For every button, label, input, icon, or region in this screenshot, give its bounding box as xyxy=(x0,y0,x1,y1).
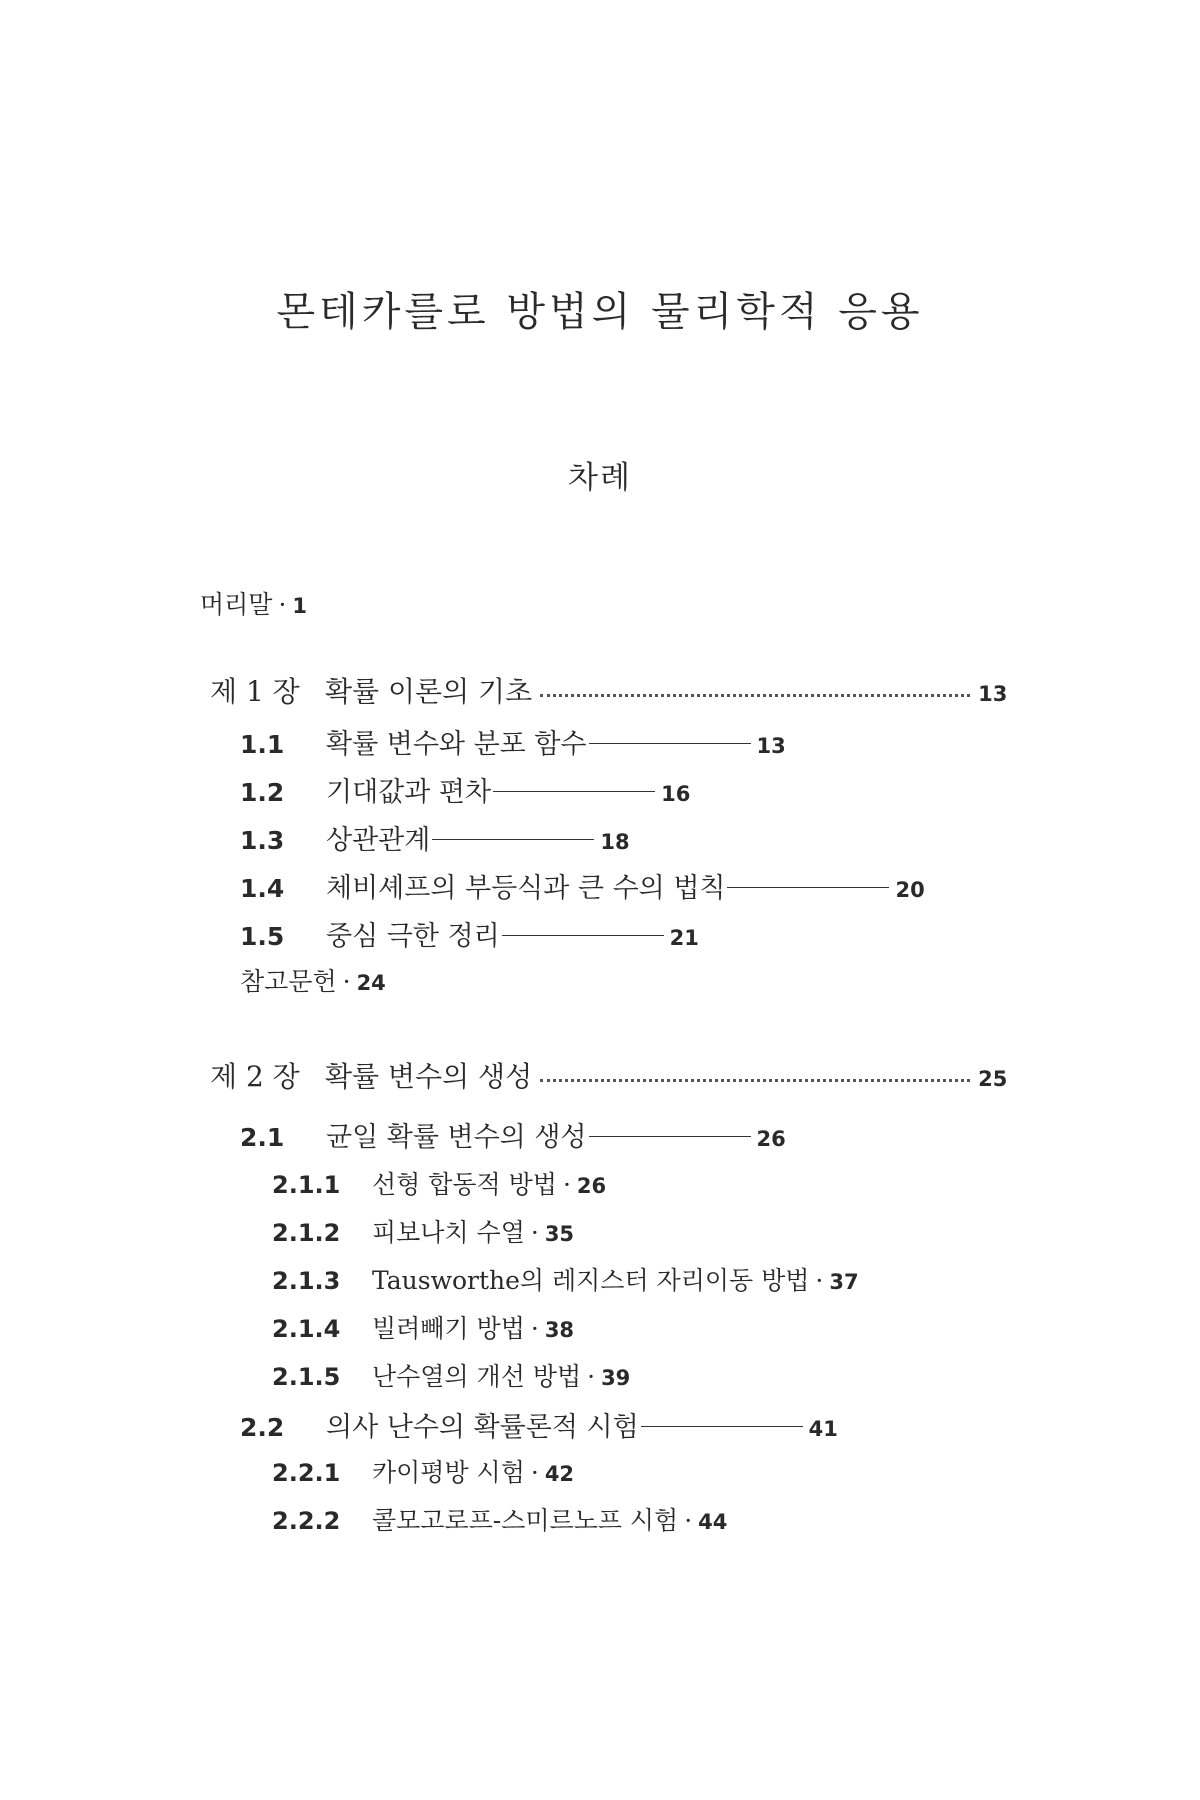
subsection-number: 2.2.1 xyxy=(272,1459,341,1487)
section-title: 균일 확률 변수의 생성 xyxy=(326,1122,587,1153)
dash-leader xyxy=(432,839,594,840)
subsection-number: 2.1.4 xyxy=(272,1315,341,1343)
toc-heading: 차례 xyxy=(568,460,632,496)
dash-leader xyxy=(727,887,889,888)
page-number: 24 xyxy=(356,971,386,995)
toc-section-1-5[interactable] xyxy=(240,914,699,953)
dot-leader xyxy=(540,694,970,697)
section-number: 1.1 xyxy=(240,730,285,759)
section-title: 중심 극한 정리 xyxy=(326,921,500,952)
toc-subsection-2-1-5[interactable] xyxy=(272,1357,630,1393)
bullet-separator: · xyxy=(684,1506,693,1535)
page-number: 39 xyxy=(601,1366,631,1390)
page-number: 26 xyxy=(756,1127,786,1151)
page-number: 21 xyxy=(669,926,699,950)
page-number: 35 xyxy=(544,1222,575,1246)
toc-subsection-2-1-4[interactable] xyxy=(272,1309,574,1345)
chapter-label: 제 1 장 xyxy=(210,675,300,708)
references-label: 참고문헌 xyxy=(240,967,337,996)
toc-section-2-1[interactable] xyxy=(240,1115,786,1154)
subsection-title: 빌려빼기 방법 xyxy=(372,1314,525,1343)
dash-leader xyxy=(502,935,664,936)
page-number: 16 xyxy=(661,782,691,806)
book-title: 몬테카를로 방법의 물리학적 응용 xyxy=(276,289,924,335)
section-number: 2.2 xyxy=(240,1413,285,1442)
toc-chapter-2[interactable] xyxy=(210,1055,1007,1095)
page-number: 44 xyxy=(698,1510,728,1534)
page-number: 18 xyxy=(600,830,630,854)
page-number: 41 xyxy=(808,1417,838,1441)
toc-entry-references-1[interactable] xyxy=(240,962,386,998)
bullet-separator: · xyxy=(530,1314,539,1343)
subsection-title: 난수열의 개선 방법 xyxy=(372,1362,582,1391)
toc-section-1-3[interactable] xyxy=(240,818,630,857)
toc-subsection-2-2-2[interactable] xyxy=(272,1501,727,1537)
bullet-separator: · xyxy=(278,590,287,619)
toc-section-2-2[interactable] xyxy=(240,1405,838,1444)
chapter-label: 제 2 장 xyxy=(210,1060,300,1093)
toc-section-1-4[interactable] xyxy=(240,866,925,905)
chapter-title: 확률 이론의 기초 xyxy=(325,675,533,708)
toc-chapter-1[interactable] xyxy=(210,670,1007,710)
page-number: 20 xyxy=(895,878,925,902)
page-number: 37 xyxy=(829,1270,859,1294)
bullet-separator: · xyxy=(530,1458,539,1487)
subsection-number: 2.1.5 xyxy=(272,1363,341,1391)
subsection-title: 콜모고로프-스미르노프 시험 xyxy=(372,1506,679,1535)
bullet-separator: · xyxy=(342,967,351,996)
page-number: 38 xyxy=(544,1318,575,1342)
page-number: 26 xyxy=(576,1174,607,1198)
toc-section-1-1[interactable] xyxy=(240,722,786,761)
section-number: 1.3 xyxy=(240,826,285,855)
subsection-title: 카이평방 시험 xyxy=(372,1458,525,1487)
chapter-title: 확률 변수의 생성 xyxy=(325,1060,533,1093)
subsection-number: 2.1.2 xyxy=(272,1219,341,1247)
bullet-separator: · xyxy=(562,1170,571,1199)
subsection-number: 2.1.3 xyxy=(272,1267,341,1295)
page-number: 1 xyxy=(292,594,308,618)
page-number: 42 xyxy=(544,1462,575,1486)
dash-leader xyxy=(589,743,751,744)
preface-label: 머리말 xyxy=(200,590,273,619)
section-title: 기대값과 편차 xyxy=(326,777,492,808)
toc-entry-preface[interactable] xyxy=(200,585,307,621)
section-number: 1.4 xyxy=(240,874,285,903)
subsection-number: 2.1.1 xyxy=(272,1171,341,1199)
section-number: 1.5 xyxy=(240,922,285,951)
dash-leader xyxy=(641,1426,803,1427)
page-number: 25 xyxy=(978,1067,1008,1091)
bullet-separator: · xyxy=(530,1218,539,1247)
section-number: 1.2 xyxy=(240,778,285,807)
toc-subsection-2-1-3[interactable] xyxy=(272,1261,859,1297)
subsection-title: 피보나치 수열 xyxy=(372,1218,525,1247)
dash-leader xyxy=(589,1136,751,1137)
toc-section-1-2[interactable] xyxy=(240,770,690,809)
subsection-title: 선형 합동적 방법 xyxy=(372,1170,557,1199)
subsection-number: 2.2.2 xyxy=(272,1507,341,1535)
section-title: 의사 난수의 확률론적 시험 xyxy=(326,1412,639,1443)
page-number: 13 xyxy=(756,734,786,758)
section-title: 체비셰프의 부등식과 큰 수의 법칙 xyxy=(326,873,726,904)
bullet-separator: · xyxy=(815,1266,824,1295)
toc-subsection-2-2-1[interactable] xyxy=(272,1453,574,1489)
page-number: 13 xyxy=(978,682,1008,706)
dash-leader xyxy=(493,791,655,792)
section-title: 확률 변수와 분포 함수 xyxy=(326,729,587,760)
toc-subsection-2-1-1[interactable] xyxy=(272,1165,606,1201)
subsection-title: Tausworthe의 레지스터 자리이동 방법 xyxy=(372,1266,810,1295)
bullet-separator: · xyxy=(587,1362,596,1391)
dot-leader xyxy=(540,1079,970,1082)
toc-subsection-2-1-2[interactable] xyxy=(272,1213,574,1249)
section-number: 2.1 xyxy=(240,1123,285,1152)
section-title: 상관관계 xyxy=(326,825,431,856)
